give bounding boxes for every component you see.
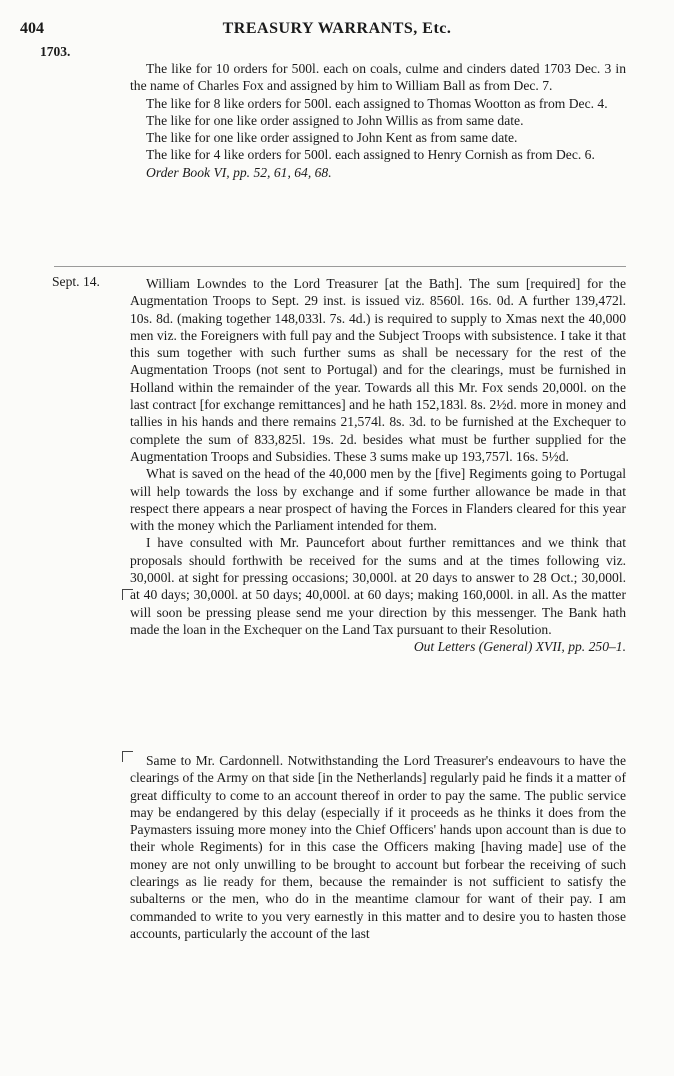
- paragraph: William Lowndes to the Lord Treasurer [at the Bath]. The sum [required] for the Augmentation Troops to Sept. 29 inst. is issued viz. 8560l. 16s. 0d. A further 139,472l. 10s. 8d. (making together 148,033l. 7s. 4d.) is required to supply to Xmas next the 40,000 men viz. the Foreigners with full pay and the Subject Troops with subsistence. I take it that this sum together with such further sums as shall be necessary for the rest of the Augmentation Troops (not sent to Portugal) and for the clearings, must be furnished in Holland within the remainder of the year. Towards all this Mr. Fox sends 20,000l. on the last contract [for exchange remittances] and he hath 152,183l. 8s. 2½d. more in money and tallies in his hands and there remains 21,574l. 8s. 3d. to be furnished at the Exchequer to complete the sum of 833,825l. 19s. 2d. besides what must be further supplied for the Augmentation Troops and Subsidies. These 3 sums make up 193,757l. 16s. 5½d.: [130, 276, 626, 464]
- source-reference: Out Letters (General) XVII, pp. 250–1.: [413, 639, 626, 655]
- paragraph: The like for 10 orders for 500l. each on coals, culme and cinders dated 1703 Dec. 3 in the name of Charles Fox and assigned by him to William Ball as from Dec. 7.: [130, 61, 626, 94]
- paragraph: The like for 4 like orders for 500l. each assigned to Henry Cornish as from Dec. 6.: [146, 147, 595, 163]
- margin-date: Sept. 14.: [52, 274, 100, 289]
- paragraph: The like for 8 like orders for 500l. each assigned to Thomas Wootton as from Dec. 4.: [146, 95, 608, 111]
- source-reference: Order Book VI, pp. 52, 61, 64, 68.: [146, 164, 332, 180]
- running-head: TREASURY WARRANTS, Etc.: [222, 20, 452, 37]
- paragraph: The like for one like order assigned to John Willis as from same date.: [146, 112, 524, 128]
- page-number: 404: [20, 20, 44, 37]
- section-divider: [54, 266, 626, 267]
- paragraph: I have consulted with Mr. Pauncefort about further remittances and we think that proposals should forthwith be received for the sums and at the times following viz. 30,000l. at sight for pressing occasions; 30,000l. at 20 days to answer to 28 Oct.; 30,000l. at 40 days; 30,000l. at 50 days; 40,000l. at 60 days; making 160,000l. in all. As the matter will soon be pressing please send me your direction by this messenger. The Bank hath made the loan in the Exchequer on the Land Tax pursuant to their Resolution.: [130, 535, 626, 637]
- section-cardonnell-letter: [130, 752, 626, 942]
- margin-year: 1703.: [40, 44, 71, 59]
- section-order-book-entries: [130, 60, 626, 181]
- paragraph: What is saved on the head of the 40,000 men by the [five] Regiments going to Portugal will help towards the loss by exchange and if some further allowance be made in that respect there appears a near prospect of having the Forces in Flanders cleared for this year with the money which the Parliament intended for them.: [130, 466, 626, 534]
- paragraph: The like for one like order assigned to John Kent as from same date.: [146, 130, 518, 146]
- page-header: [20, 20, 654, 42]
- section-lowndes-letter: [130, 275, 626, 656]
- paragraph: Same to Mr. Cardonnell. Notwithstanding the Lord Treasurer's endeavours to have the clearings of the Army on that side [in the Netherlands] regularly paid he finds it a matter of great difficulty to come to an account thereof in order to pay the same. The public service may be endangered by this delay (especially if it proceeds as he thinks it does from the Paymasters issuing more money into the Chief Officers' hands upon account than is due to their whole Regiments) for in this case the Officers making [having made] use of the money are not only unwilling to be brought to account but forbear the receiving of such clearings as lie ready for them, because the remainder is not sufficient to satisfy the subalterns or the men, who do in the meantime clamour for want of their pay. I am commanded to write to you very earnestly in this matter and to desire you to hasten those accounts, particularly the account of the last: [130, 753, 626, 941]
- margin-mark: [122, 589, 133, 600]
